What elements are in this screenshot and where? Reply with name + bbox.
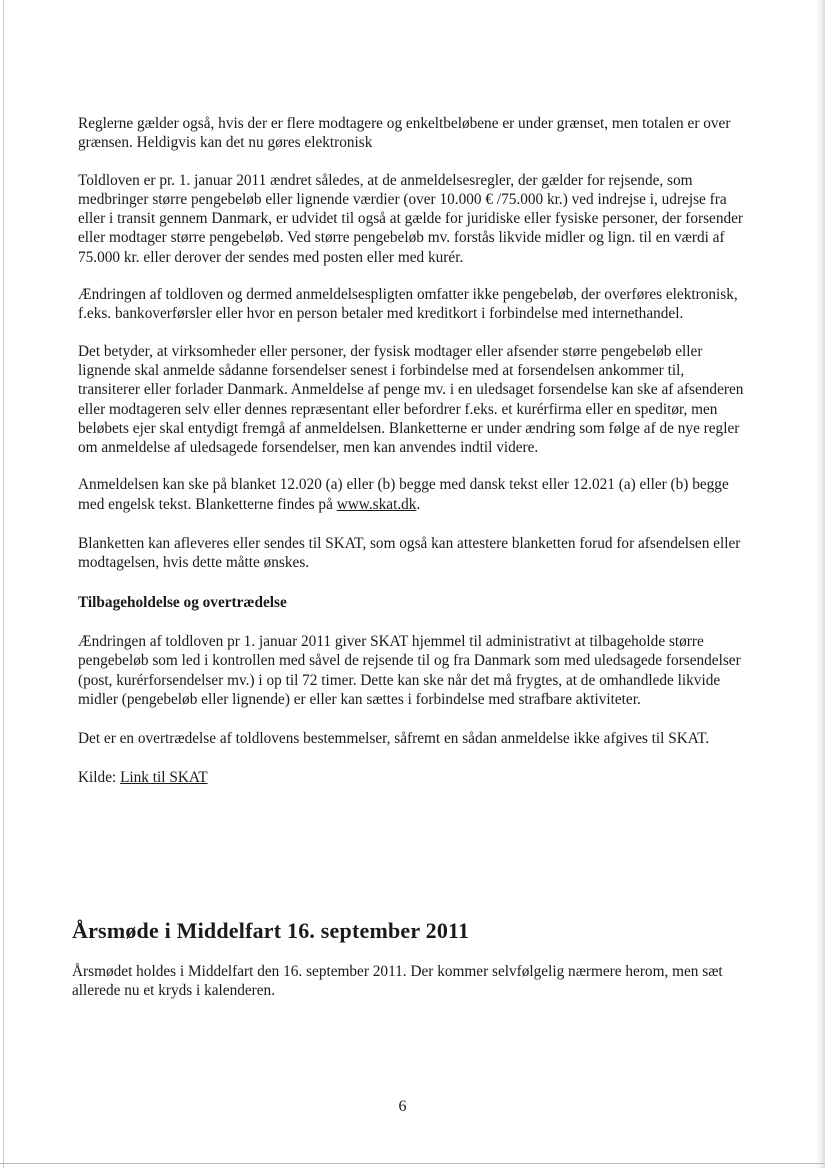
- main-content: [78, 114, 746, 788]
- source-label: Kilde:: [78, 769, 121, 787]
- paragraph-violation: Det er en overtrædelse af toldlovens bestemmelser, såfremt en sådan anmeldelse ikke afgives til SKAT.: [78, 730, 710, 748]
- paragraph-declaration-duty: Det betyder, at virksomheder eller personer, der fysisk modtager eller afsender større pengebeløb eller lignende skal anmelde sådanne forsendelser senest i forbindelse med at forsendelsen ankommer til, transiterer eller forlader Danmark. Anmeldelse af penge mv. i en uledsaget forsendelse kan ske af afsenderen eller modtageren selv eller dennes repræsentant eller befordrer f.eks. et kurérfirma eller en speditør, men beløbets ejer skal entydigt fremgå af anmeldelsen. Blanketterne er under ændring som følge af de nye regler om anmeldelse af uledsagede forsendelser, men kan anvendes indtil videre.: [78, 342, 744, 457]
- scan-edge-left: [3, 0, 4, 1168]
- scan-edge-bottom: [0, 1163, 825, 1164]
- skat-website-link[interactable]: www.skat.dk: [336, 495, 417, 513]
- paragraph-annual-meeting: Årsmødet holdes i Middelfart den 16. september 2011. Der kommer selvfølgelig nærmere herom, men sæt allerede nu et kryds i kalenderen.: [72, 963, 723, 1000]
- paragraph-submission: Blanketten kan afleveres eller sendes til SKAT, som også kan attestere blanketten forud for afsendelsen eller modtagelsen, hvis dette måtte ønskes.: [78, 535, 741, 572]
- paragraph-source: [78, 768, 746, 787]
- page-number: 6: [398, 1098, 407, 1115]
- paragraph-customs-law-change: Toldloven er pr. 1. januar 2011 ændret således, at de anmeldelsesregler, der gælder for rejsende, som medbringer større pengebeløb eller lignende værdier (over 10.000 € /75.000 kr.) ved indrejse i, udrejse fra eller i transit gennem Danmark, er udvidet til også at gælde for juridiske eller fysiske personer, der forsender eller modtager større pengebeløb. Ved større pengebeløb mv. forstås likvide midler og lign. til en værdi af 75.000 kr. eller derover der sendes med posten eller med kurér.: [78, 171, 744, 266]
- paragraph-retention: Ændringen af toldloven pr 1. januar 2011 giver SKAT hjemmel til administrativt at tilbageholde større pengebeløb som led i kontrollen med såvel de rejsende til og fra Danmark som med uledsagede forsendelser (post, kurérforsendelser mv.) i op til 72 timer. Dette kan ske når det må frygtes, at de omhandlede likvide midler (pengebeløb eller lignende) er eller kan sættes i forbindelse med strafbare aktiviteter.: [78, 632, 741, 708]
- forms-text-end: .: [416, 495, 421, 513]
- paragraph-electronic-transfers: Ændringen af toldloven og dermed anmeldelsespligten omfatter ikke pengebeløb, der overføres elektronisk, f.eks. bankoverførsler eller hvor en person betaler med kreditkort i forbindelse med internethandel.: [78, 286, 738, 323]
- subheading-retention: Tilbageholdelse og overtrædelse: [78, 593, 287, 611]
- paragraph-forms: [78, 475, 746, 514]
- scan-edge-right: [815, 0, 825, 1168]
- paragraph-rules-recipients: Reglerne gælder også, hvis der er flere modtagere og enkeltbeløbene er under grænset, men totalen er over grænsen. Heldigvis kan det nu gøres elektronisk: [78, 115, 731, 152]
- section-heading: Årsmøde i Middelfart 16. september 2011: [72, 918, 470, 943]
- forms-text: Anmeldelsen kan ske på blanket 12.020 (a) eller (b) begge med dansk tekst eller 12.021 (a) eller (b) begge med engelsk tekst. Blanketterne findes på: [78, 476, 729, 513]
- source-link[interactable]: Link til SKAT: [120, 769, 208, 787]
